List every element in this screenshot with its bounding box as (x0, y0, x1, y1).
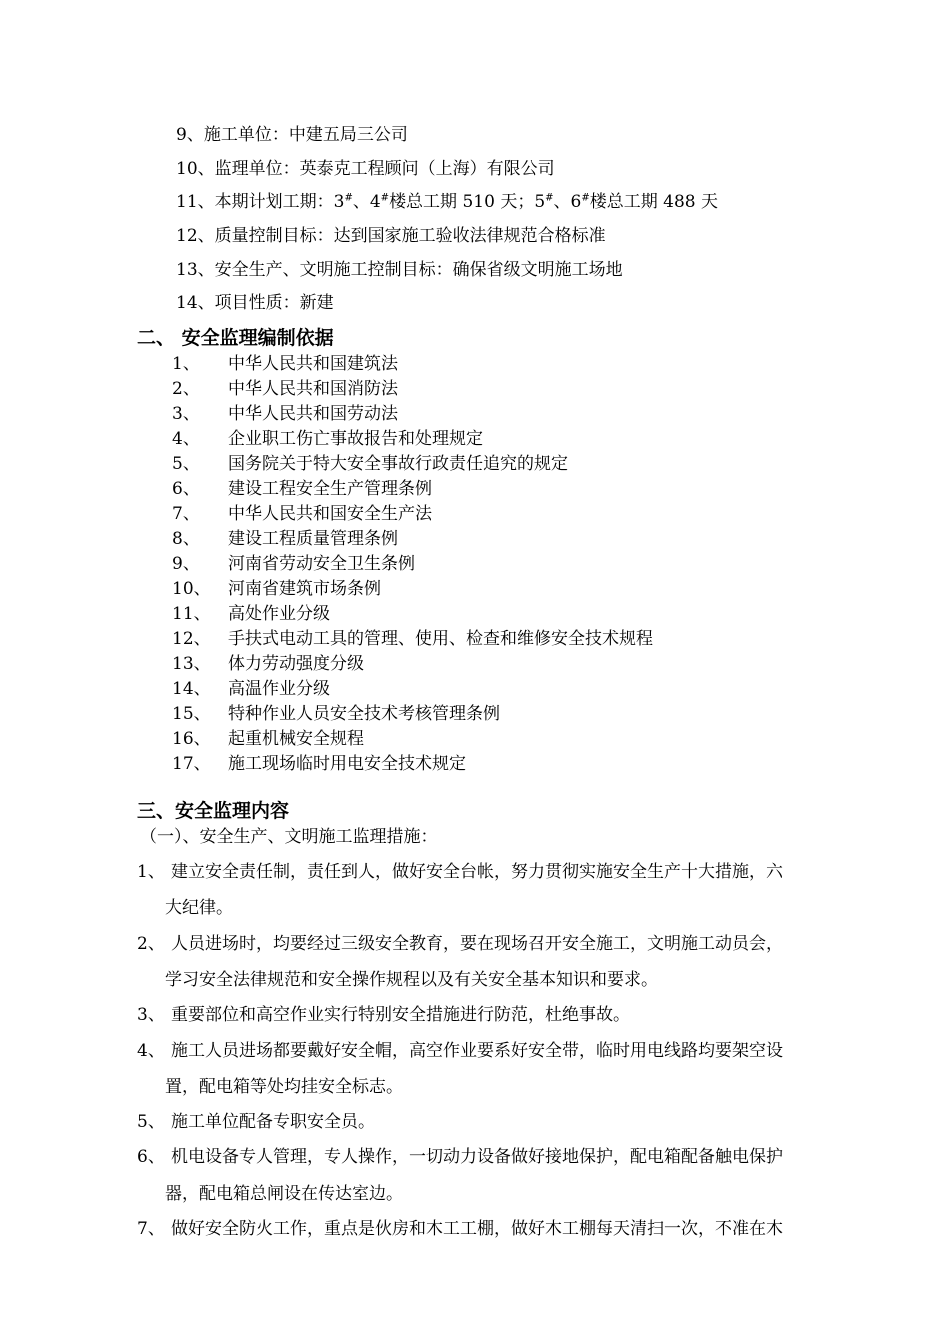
section3-subtitle: （一）、安全生产、文明施工监理措施： (140, 827, 438, 847)
info-line-supervision-unit: 10、监理单位：英泰克工程顾问（上海）有限公司 (176, 159, 555, 179)
basis-item: 9、 河南省劳动安全卫生条例 (172, 554, 415, 574)
section2-title: 二、 安全监理编制依据 (137, 327, 334, 349)
info-line-quality-target: 12、质量控制目标：达到国家施工验收法律规范合格标准 (176, 226, 606, 246)
info-line-schedule: 11、本期计划工期：3#、4#楼总工期 510 天；5#、6#楼总工期 488 天 (176, 192, 719, 212)
basis-item: 11、 高处作业分级 (172, 604, 330, 624)
info-line-safety-target: 13、安全生产、文明施工控制目标：确保省级文明施工场地 (176, 260, 623, 280)
basis-item: 3、 中华人民共和国劳动法 (172, 404, 398, 424)
basis-item: 4、 企业职工伤亡事故报告和处理规定 (172, 429, 483, 449)
document-page: 9、施工单位：中建五局三公司 10、监理单位：英泰克工程顾问（上海）有限公司 11、本期计划工期：3#、4#楼总工期 510 天；5#、6#楼总工期 488 天 12、质量控制目标：达到国家施工验收法律规范合格标准 13、安全生产、文明施工控制目标：确保省级文明施工场地 14、项目性质：新建 二、 安全监理编制依据 1、 中华人民共和国建筑法 2、 中华人民共和国消防法 3、 中华人民共和国劳动法 4、 企业职工伤亡事故报告和处理规定 5、 国务院关于特大安全事故行政责任追究的规定 6、 建设工程安全生产管理条例 7、 中华人民共和国安全生产法 8、 建设工程质量管理条例 9、 河南省劳动安全卫生条例 10、 河南省建筑市场条例 11、 高处作业分级 12、 手扶式电动工具的管理、使用、检查和维修安全技术规程 13、 体力劳动强度分级 14、 高温作业分级 15、 特种作业人员安全技术考核管理条例 16、 起重机械安全规程 17、 施工现场临时用电安全技术规定 三、安全监理内容 （一）、安全生产、文明施工监理措施： 1、 建立安全责任制，责任到人，做好安全台帐，努力贯彻实施安全生产十大措施，六 大纪律。 2、 人员进场时，均要经过三级安全教育，要在现场召开安全施工，文明施工动员会， 学习安全法律规范和安全操作规程以及有关安全基本知识和要求。 3、 重要部位和高空作业实行特别安全措施进行防范，杜绝事故。 4、 施工人员进场都要戴好安全帽，高空作业要系好安全带，临时用电线路均要架空设 置，配电箱等处均挂安全标志。 5、 施工单位配备专职安全员。 6、 机电设备专人管理，专人操作，一切动力设备做好接地保护，配电箱配备触电保护 器，配电箱总闸设在传达室边。 7、 做好安全防火工作，重点是伙房和木工工棚，做好木工棚每天清扫一次，不准在木 (0, 0, 950, 1344)
section3-title: 三、安全监理内容 (137, 800, 290, 822)
basis-item: 5、 国务院关于特大安全事故行政责任追究的规定 (172, 454, 568, 474)
basis-item: 17、 施工现场临时用电安全技术规定 (172, 754, 466, 774)
basis-item: 10、 河南省建筑市场条例 (172, 579, 381, 599)
basis-item: 13、 体力劳动强度分级 (172, 654, 364, 674)
basis-item: 14、 高温作业分级 (172, 679, 330, 699)
info-line-project-nature: 14、项目性质：新建 (176, 293, 334, 313)
basis-item: 2、 中华人民共和国消防法 (172, 379, 398, 399)
info-line-construction-unit: 9、施工单位：中建五局三公司 (176, 125, 408, 145)
basis-item: 7、 中华人民共和国安全生产法 (172, 504, 432, 524)
basis-item: 8、 建设工程质量管理条例 (172, 529, 398, 549)
basis-item: 15、 特种作业人员安全技术考核管理条例 (172, 704, 500, 724)
basis-item: 1、 中华人民共和国建筑法 (172, 354, 398, 374)
basis-item: 6、 建设工程安全生产管理条例 (172, 479, 432, 499)
basis-item: 16、 起重机械安全规程 (172, 729, 364, 749)
basis-item: 12、 手扶式电动工具的管理、使用、检查和维修安全技术规程 (172, 629, 653, 649)
